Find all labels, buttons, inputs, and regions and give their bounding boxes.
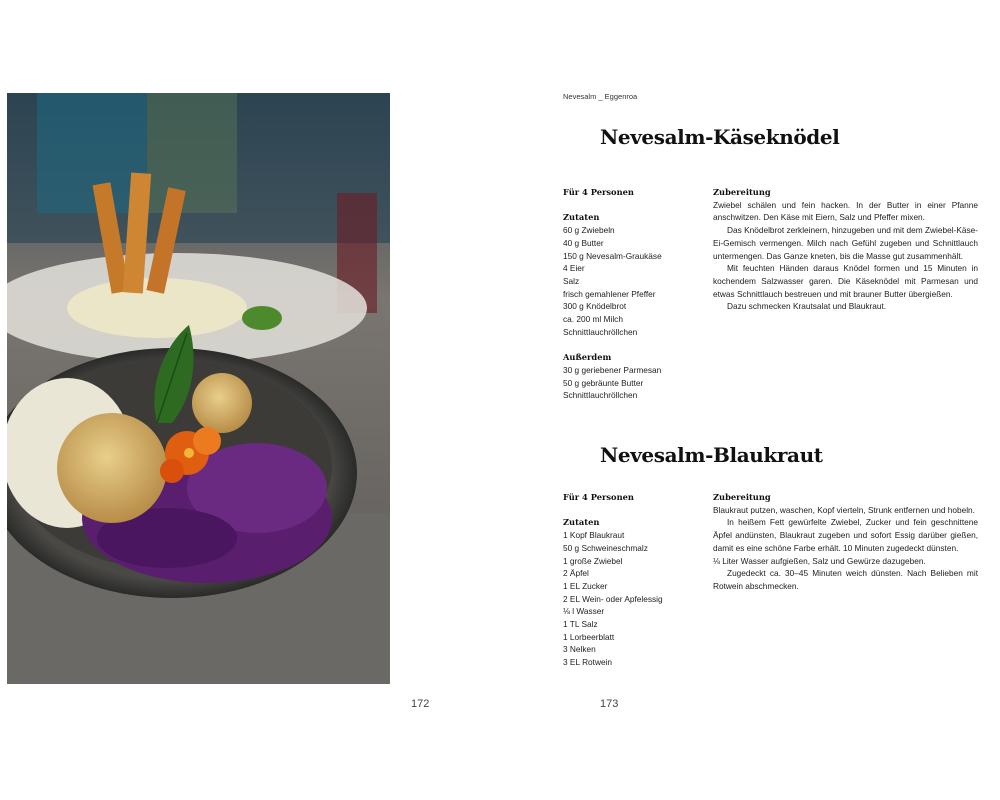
ingredients-heading: Zutaten (563, 212, 600, 223)
page-number-left: 172 (411, 698, 430, 710)
extra-item: 50 g gebräunte Butter (563, 377, 644, 388)
ingredient-item: 150 g Nevesalm-Graukäse (563, 250, 662, 261)
ingredient-item: 2 Äpfel (563, 568, 589, 579)
extra-item: 30 g geriebener Parmesan (563, 364, 662, 375)
ingredient-item: 3 EL Rotwein (563, 657, 613, 668)
page-number-right: 173 (600, 698, 619, 710)
extra-item: Schnittlauchröllchen (563, 390, 638, 401)
ingredient-item: 300 g Knödelbrot (563, 301, 627, 312)
food-photo-illustration (7, 93, 390, 684)
ingredient-item: ca. 200 ml Milch (563, 314, 623, 325)
food-photo (7, 93, 390, 684)
ingredient-item: 2 EL Wein- oder Apfelessig (563, 593, 663, 604)
ingredient-item: 50 g Schweineschmalz (563, 542, 648, 553)
ingredient-item: 1 EL Zucker (563, 580, 608, 591)
preparation-paragraph: Mit feuchten Händen daraus Knödel formen und 15 Minuten in kochendem Salzwasser garen. Die Käseknödel mit Parmesan und etwas Schnittlauch bestreuen und mit brauner Butter übergießen. (713, 263, 978, 299)
ingredient-item: 40 g Butter (563, 237, 604, 248)
ingredient-item: 1 Lorbeerblatt (563, 631, 615, 642)
ingredient-item: ⅛ l Wasser (563, 606, 605, 617)
preparation-column (713, 186, 978, 313)
ingredient-item: Salz (563, 275, 580, 286)
ingredient-item: 1 große Zwiebel (563, 555, 623, 566)
extras-heading: Außerdem (563, 352, 612, 363)
recipe-title: Nevesalm-Käseknödel (600, 125, 840, 149)
ingredient-item: frisch gemahlener Pfeffer (563, 288, 656, 299)
preparation-paragraph: In heißem Fett gewürfelte Zwiebel, Zucker und fein geschnittene Äpfel andünsten, Blaukraut zugeben und sofort Essig darüber gießen, damit es eine schöne Farbe erhält. 10 Minuten zugedeckt dünsten. (713, 517, 978, 553)
ingredient-item: 1 Kopf Blaukraut (563, 530, 625, 541)
ingredients-column (563, 491, 663, 669)
preparation-heading: Zubereitung (713, 187, 771, 197)
preparation-paragraph: Das Knödelbrot zerkleinern, hinzugeben und mit dem Zwiebel-Käse-Ei-Gemisch vermengen. Milch nach Gefühl zugeben und Schnittlauch untermengen. Das Ganze kneten, bis die Masse gut zusammenhält. (713, 225, 978, 261)
preparation-column (713, 491, 978, 593)
preparation-paragraph: Zugedeckt ca. 30–45 Minuten weich dünsten. Nach Belieben mit Rotwein abschmecken. (713, 568, 978, 591)
ingredient-item: 60 g Zwiebeln (563, 225, 615, 236)
preparation-heading: Zubereitung (713, 492, 771, 502)
ingredients-heading: Zutaten (563, 517, 600, 528)
servings: Für 4 Personen (563, 492, 634, 502)
ingredient-item: 4 Eier (563, 263, 585, 274)
servings: Für 4 Personen (563, 187, 634, 197)
ingredient-item: 3 Nelken (563, 644, 596, 655)
preparation-paragraph: Blaukraut putzen, waschen, Kopf vierteln, Strunk entfernen und hobeln. (713, 504, 975, 515)
preparation-paragraph: ⅛ Liter Wasser aufgießen, Salz und Gewürze dazugeben. (713, 555, 926, 566)
recipe-title: Nevesalm-Blaukraut (600, 443, 823, 467)
preparation-paragraph: Dazu schmecken Krautsalat und Blaukraut. (727, 301, 887, 312)
ingredient-item: 1 TL Salz (563, 619, 598, 630)
ingredient-item: Schnittlauchröllchen (563, 326, 638, 337)
running-head: Nevesalm _ Eggenroa (563, 92, 638, 101)
preparation-paragraph: Zwiebel schälen und fein hacken. In der Butter in einer Pfanne anschwitzen. Den Käse mit Eiern, Salz und Pfeffer mixen. (713, 199, 978, 223)
ingredients-column (563, 186, 662, 402)
